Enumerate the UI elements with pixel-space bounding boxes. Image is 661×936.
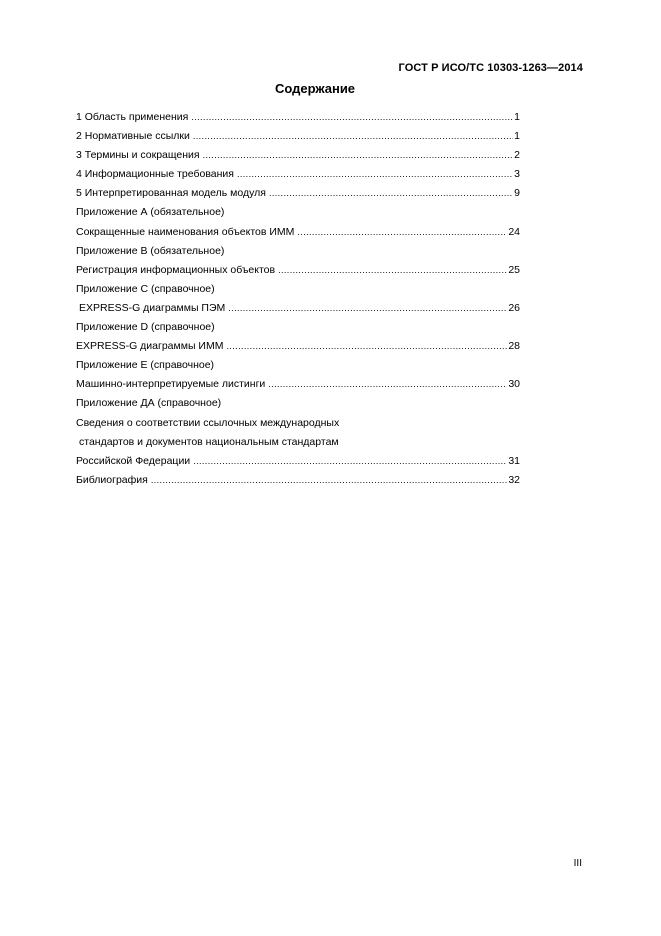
toc-entry — [76, 356, 520, 375]
toc-entry-page: 1 — [514, 111, 520, 123]
toc-entry — [76, 127, 520, 146]
toc-dot-leader — [151, 471, 507, 490]
toc-dot-leader — [226, 337, 507, 356]
toc-entry — [76, 375, 520, 394]
toc-entry-label: Приложение ДА (справочное) — [76, 397, 222, 410]
toc-entry — [76, 452, 520, 471]
toc-entry-label: 1 Область применения — [76, 111, 189, 123]
toc-dot-leader — [297, 223, 507, 242]
toc-entry — [76, 414, 520, 433]
toc-entry-page: 28 — [508, 340, 520, 353]
toc-entry — [76, 261, 520, 280]
toc-entry — [76, 108, 520, 127]
toc-dot-leader — [191, 108, 513, 127]
toc-entry-page: 24 — [508, 225, 520, 238]
toc-entry-label: Регистрация информационных объектов — [76, 263, 276, 276]
toc-entry-label: стандартов и документов национальным стандартам — [79, 435, 339, 448]
toc-dot-leader — [278, 261, 507, 280]
toc-entry — [76, 471, 520, 490]
toc-entry-page: 1 — [514, 130, 520, 143]
toc-entry — [76, 299, 520, 318]
toc-entry-label: EXPRESS-G диаграммы ИММ — [76, 340, 224, 353]
toc-entry-label: Сокращенные наименования объектов ИММ — [76, 225, 295, 238]
toc-entry-label: Российской Федерации — [76, 454, 191, 467]
toc-entry — [76, 337, 520, 356]
toc-dot-leader — [193, 452, 507, 471]
toc-dot-leader — [269, 184, 513, 203]
toc-entry — [76, 165, 520, 184]
toc-entry — [76, 394, 520, 413]
toc-entry-page: 2 — [514, 149, 520, 162]
toc-entry-label: Машинно-интерпретируемые листинги — [76, 378, 266, 391]
toc-entry-label: Приложение С (справочное) — [76, 282, 215, 295]
toc-entry-label: Сведения о соответствии ссылочных международных — [76, 416, 340, 429]
toc-entry-label: EXPRESS-G диаграммы ПЭМ — [79, 301, 226, 314]
toc-entry-page: 3 — [514, 168, 520, 181]
toc-entry-label: 4 Информационные требования — [76, 168, 234, 181]
toc-entry-label: 2 Нормативные ссылки — [76, 130, 190, 143]
toc-entry — [76, 146, 520, 165]
toc-entry-label: Приложение D (справочное) — [76, 321, 215, 334]
toc-entry — [76, 433, 520, 452]
document-code: ГОСТ Р ИСО/ТС 10303-1263—2014 — [398, 62, 583, 74]
toc-entry — [76, 223, 520, 242]
table-of-contents — [76, 108, 520, 490]
toc-entry — [76, 280, 520, 299]
toc-dot-leader — [268, 375, 507, 394]
toc-entry-page: 25 — [508, 263, 520, 276]
toc-entry-page: 26 — [508, 301, 520, 314]
toc-entry-label: Библиография — [76, 473, 148, 486]
toc-entry-label: Приложение В (обязательное) — [76, 244, 225, 257]
toc-entry-page: 31 — [508, 454, 520, 467]
toc-entry — [76, 184, 520, 203]
toc-entry-page: 9 — [514, 187, 520, 200]
toc-entry-label: Приложение А (обязательное) — [76, 206, 225, 219]
toc-dot-leader — [203, 146, 514, 165]
toc-title: Содержание — [274, 81, 356, 96]
toc-entry-page: 30 — [508, 378, 520, 391]
page-number: III — [573, 858, 582, 869]
toc-entry — [76, 203, 520, 222]
toc-entry — [76, 242, 520, 261]
toc-dot-leader — [237, 165, 513, 184]
toc-entry-label: Приложение Е (справочное) — [76, 359, 215, 372]
toc-dot-leader — [193, 127, 513, 146]
toc-entry-page: 32 — [508, 473, 520, 486]
toc-entry-label: 5 Интерпретированная модель модуля — [76, 187, 266, 200]
toc-entry-label: 3 Термины и сокращения — [76, 149, 200, 162]
toc-entry — [76, 318, 520, 337]
toc-dot-leader — [228, 299, 507, 318]
